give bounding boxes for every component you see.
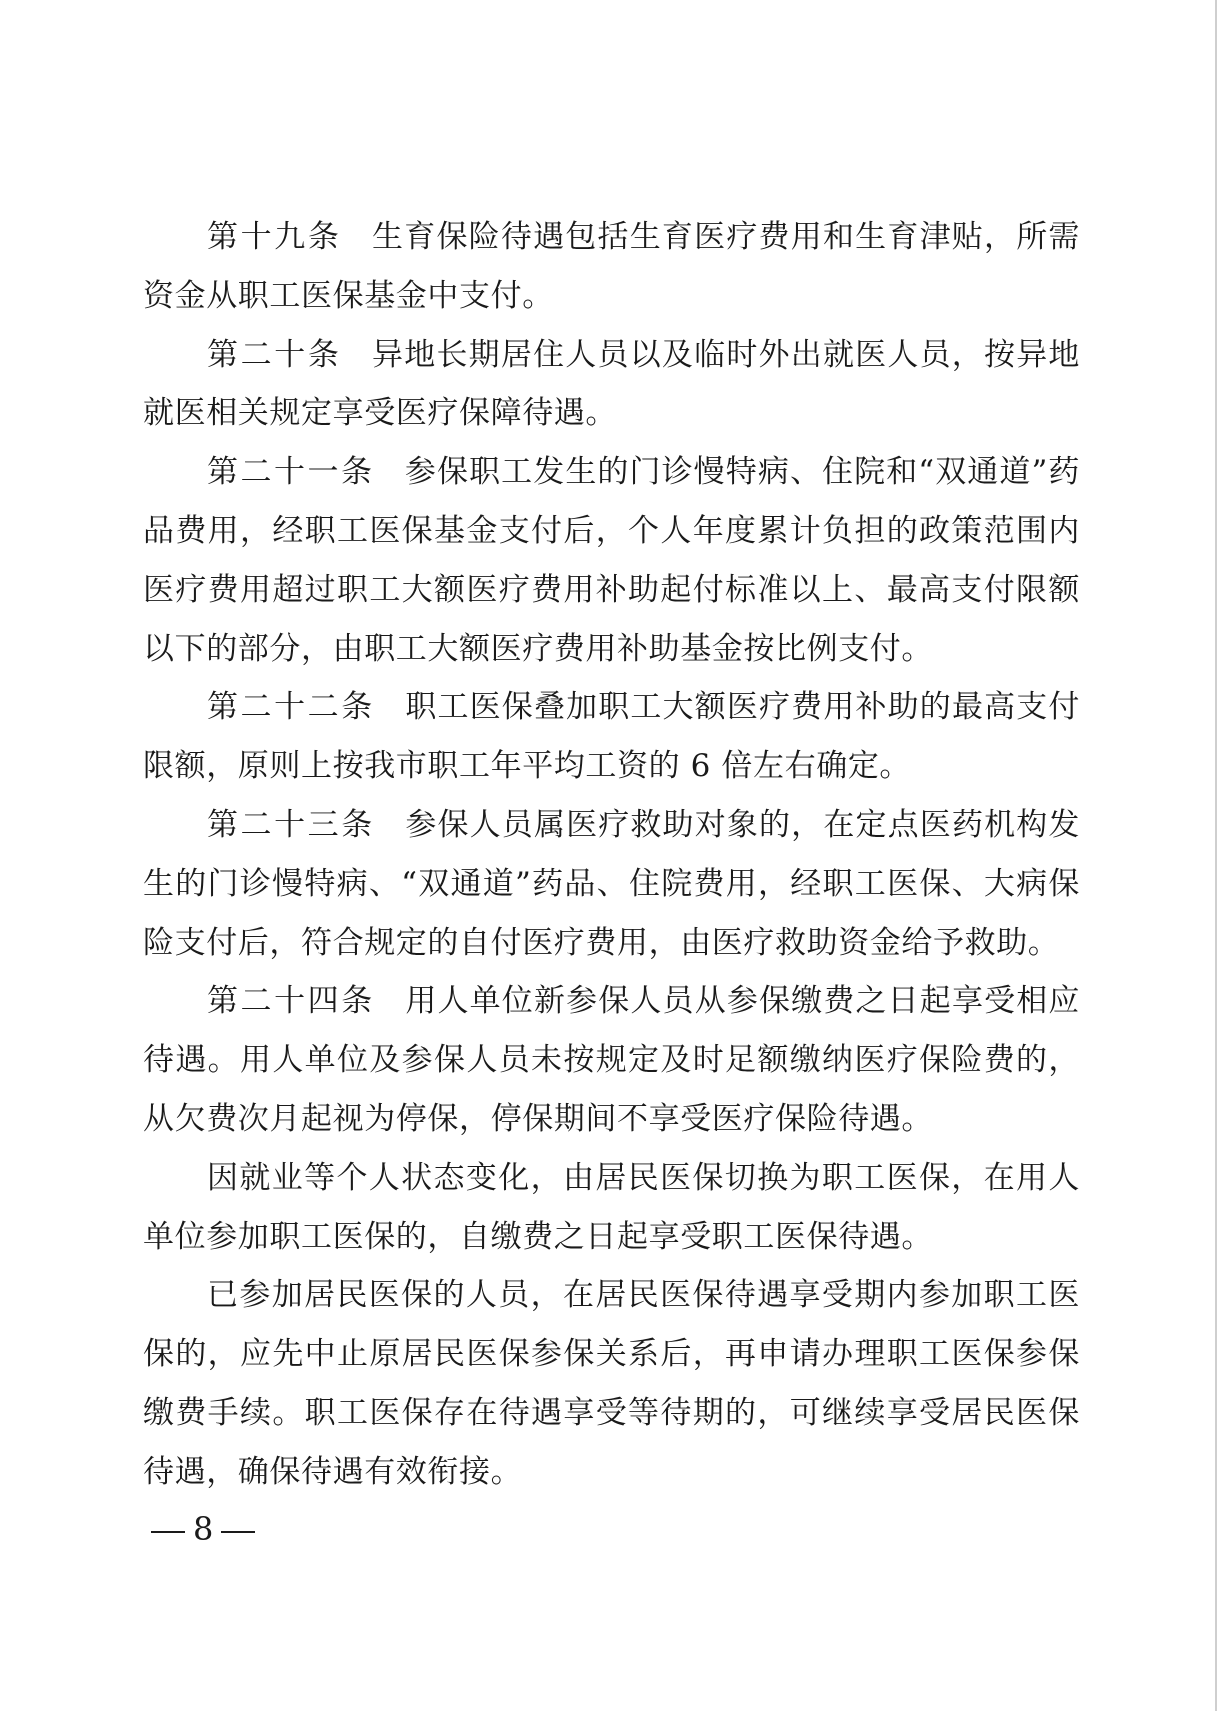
article-text: 参保人员属医疗救助对象的，在定点医药机构发生的门诊慢特病、“双通道”药品、住院费用，经职工医保、大病保险支付后，符合规定的自付医疗费用，由医疗救助资金给予救助。 bbox=[143, 806, 1081, 961]
article-number: 第十九条 bbox=[207, 219, 342, 255]
page-number-dash-left bbox=[151, 1531, 185, 1533]
article-text: 职工医保叠加职工大额医疗费用补助的最高支付限额，原则上按我市职工年平均工资的 6 倍左右确定。 bbox=[143, 689, 1081, 785]
article-text: 生育保险待遇包括生育医疗费用和生育津贴，所需资金从职工医保基金中支付。 bbox=[143, 219, 1081, 314]
article-number: 第二十一条 bbox=[207, 454, 375, 491]
article-number: 第二十条 bbox=[207, 336, 342, 373]
page-number-dash-right bbox=[221, 1531, 255, 1533]
article-number: 第二十四条 bbox=[207, 983, 375, 1020]
article-text: 用人单位新参保人员从参保缴费之日起享受相应待遇。用人单位及参保人员未按规定及时足额缴纳医疗保险费的，从欠费次月起视为停保，停保期间不享受医疗保险待遇。 bbox=[143, 983, 1081, 1137]
article-23 bbox=[143, 796, 1080, 972]
article-21 bbox=[143, 443, 1080, 678]
article-24-paragraph-3 bbox=[143, 1266, 1080, 1501]
article-text: 异地长期居住人员以及临时外出就医人员，按异地就医相关规定享受医疗保障待遇。 bbox=[143, 336, 1081, 432]
paragraph-text: 因就业等个人状态变化，由居民医保切换为职工医保，在用人单位参加职工医保的，自缴费之日起享受职工医保待遇。 bbox=[143, 1159, 1080, 1255]
article-24 bbox=[143, 972, 1080, 1148]
article-24-paragraph-2 bbox=[143, 1149, 1080, 1267]
document-body bbox=[143, 208, 1080, 1502]
article-22 bbox=[143, 678, 1080, 796]
page-number-value: 8 bbox=[193, 1510, 214, 1548]
article-number: 第二十二条 bbox=[207, 689, 375, 726]
article-19 bbox=[143, 208, 1080, 326]
article-20 bbox=[143, 326, 1080, 444]
page-number bbox=[143, 1509, 263, 1549]
article-text: 参保职工发生的门诊慢特病、住院和“双通道”药品费用，经职工医保基金支付后，个人年度累计负担的政策范围内医疗费用超过职工大额医疗费用补助起付标准以上、最高支付限额以下的部分，由职工大额医疗费用补助基金按比例支付。 bbox=[143, 454, 1081, 667]
paragraph-text: 已参加居民医保的人员，在居民医保待遇享受期内参加职工医保的，应先中止原居民医保参保关系后，再申请办理职工医保参保缴费手续。职工医保存在待遇享受等待期的，可继续享受居民医保待遇，确保待遇有效衔接。 bbox=[143, 1277, 1080, 1490]
article-number: 第二十三条 bbox=[207, 806, 375, 843]
